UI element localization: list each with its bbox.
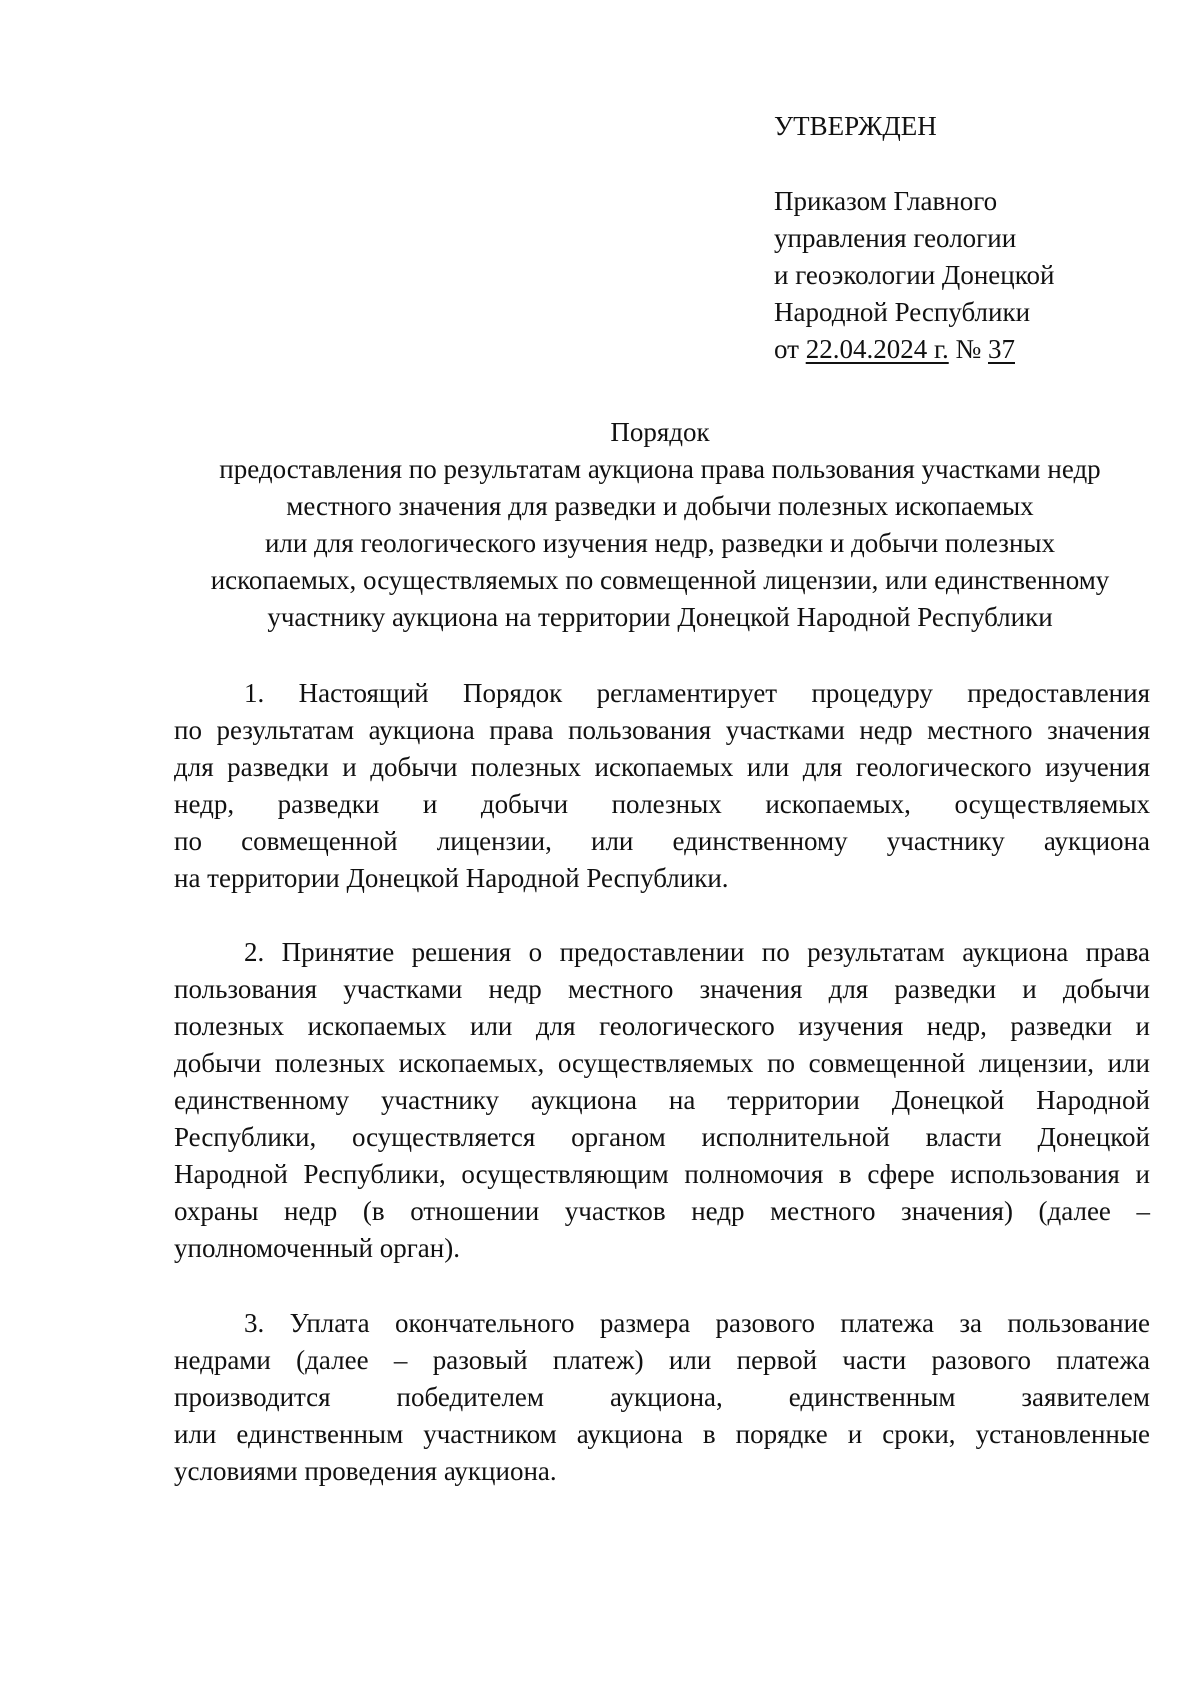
paragraph-line: полезных ископаемых или для геологического изучения недр, разведки и	[174, 1011, 1150, 1041]
paragraph-line: или единственным участником аукциона в порядке и сроки, установленные	[174, 1419, 1150, 1449]
date-prefix: от	[774, 334, 806, 364]
paragraph-line: Народной Республики, осуществляющим полномочия в сфере использования и	[174, 1159, 1150, 1189]
heading-line: участнику аукциона на территории Донецкой Народной Республики	[267, 602, 1053, 632]
paragraph-line: на территории Донецкой Народной Республики.	[174, 863, 729, 893]
paragraph-2	[174, 934, 1150, 1267]
paragraph-line: охраны недр (в отношении участков недр местного значения) (далее –	[174, 1196, 1150, 1226]
approval-title: УТВЕРЖДЕН	[774, 111, 937, 141]
paragraph-line: производится победителем аукциона, единственным заявителем	[174, 1382, 1150, 1412]
paragraph-line: добычи полезных ископаемых, осуществляемых по совмещенной лицензии, или	[174, 1048, 1150, 1078]
heading-line: ископаемых, осуществляемых по совмещенной лицензии, или единственному	[210, 565, 1110, 595]
paragraph-line: пользования участками недр местного значения для разведки и добычи	[174, 974, 1150, 1004]
paragraph-line: по результатам аукциона права пользования участками недр местного значения	[174, 715, 1150, 745]
paragraph-line: Республики, осуществляется органом исполнительной власти Донецкой	[174, 1122, 1150, 1152]
paragraph-line: единственному участнику аукциона на территории Донецкой Народной	[174, 1085, 1150, 1115]
paragraph-3	[174, 1305, 1150, 1490]
document-heading	[170, 414, 1150, 636]
order-number: 37	[988, 334, 1015, 364]
order-date: 22.04.2024 г.	[805, 334, 949, 364]
heading-line: или для геологического изучения недр, разведки и добычи полезных	[264, 528, 1056, 558]
paragraph-line: недр, разведки и добычи полезных ископаемых, осуществляемых	[174, 789, 1150, 819]
paragraph-line: уполномоченный орган).	[174, 1233, 460, 1263]
approval-date-line	[774, 331, 1054, 368]
heading-line: местного значения для разведки и добычи полезных ископаемых	[286, 491, 1034, 521]
paragraph-line: 3. Уплата окончательного размера разового платежа за пользование	[244, 1308, 1150, 1338]
approval-line-4: Народной Республики	[774, 297, 1031, 327]
paragraph-line: для разведки и добычи полезных ископаемых или для геологического изучения	[174, 752, 1150, 782]
paragraph-line: по совмещенной лицензии, или единственному участнику аукциона	[174, 826, 1150, 856]
heading-line: предоставления по результатам аукциона права пользования участками недр	[219, 454, 1101, 484]
approval-block	[774, 108, 1054, 368]
paragraph-line: 2. Принятие решения о предоставлении по результатам аукциона права	[244, 937, 1150, 967]
approval-line-1: Приказом Главного	[774, 186, 998, 216]
approval-line-2: управления геологии	[774, 223, 1017, 253]
paragraph-line: недрами (далее – разовый платеж) или первой части разового платежа	[174, 1345, 1150, 1375]
paragraph-1	[174, 675, 1150, 897]
approval-line-3: и геоэкологии Донецкой	[774, 260, 1055, 290]
heading-title: Порядок	[610, 417, 710, 447]
paragraph-line: условиями проведения аукциона.	[174, 1456, 557, 1486]
number-prefix: №	[948, 334, 988, 364]
paragraph-line: 1. Настоящий Порядок регламентирует процедуру предоставления	[244, 678, 1150, 708]
